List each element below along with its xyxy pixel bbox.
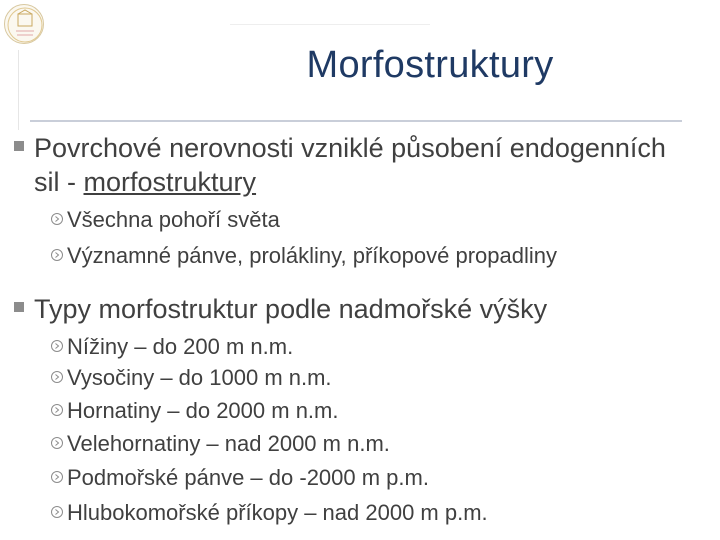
circle-arrow-bullet-icon [50,370,64,384]
circle-arrow-bullet-icon [50,403,64,417]
circle-arrow-bullet-icon [50,470,64,484]
circle-arrow-bullet-icon [50,505,64,519]
circle-arrow-bullet-icon [50,339,64,353]
sub-bullet-text: Hlubokomořské příkopy – nad 2000 m p.m. [67,500,488,525]
slide-title: Morfostruktury [306,44,554,86]
university-seal-icon [4,4,44,44]
slide-title-container [0,44,720,87]
title-divider [30,120,682,122]
bullet-text-underlined: morfostruktury [83,167,257,197]
sub-bullet-text: Všechna pohoří světa [67,207,280,232]
bullet-text [34,131,674,199]
bullet-text: Typy morfostruktur podle nadmořské výšky [34,294,548,324]
sub-bullet-text: Významné pánve, prolákliny, příkopové propadliny [67,243,557,268]
sub-bullet-text: Hornatiny – do 2000 m n.m. [67,398,339,423]
decorative-top-rule [230,24,430,25]
bullet-text-plain: Povrchové nerovnosti vzniklé působení endogenních sil - [34,133,666,197]
circle-arrow-bullet-icon [50,248,64,262]
sub-bullet-text: Podmořské pánve – do -2000 m p.m. [67,465,429,490]
square-bullet-icon [14,302,24,312]
sub-bullet-text: Velehornatiny – nad 2000 m n.m. [67,431,390,456]
circle-arrow-bullet-icon [50,436,64,450]
sub-bullet-text: Vysočiny – do 1000 m n.m. [67,365,332,390]
sub-bullet-text: Nížiny – do 200 m n.m. [67,334,294,359]
circle-arrow-bullet-icon [50,212,64,226]
square-bullet-icon [14,141,24,151]
